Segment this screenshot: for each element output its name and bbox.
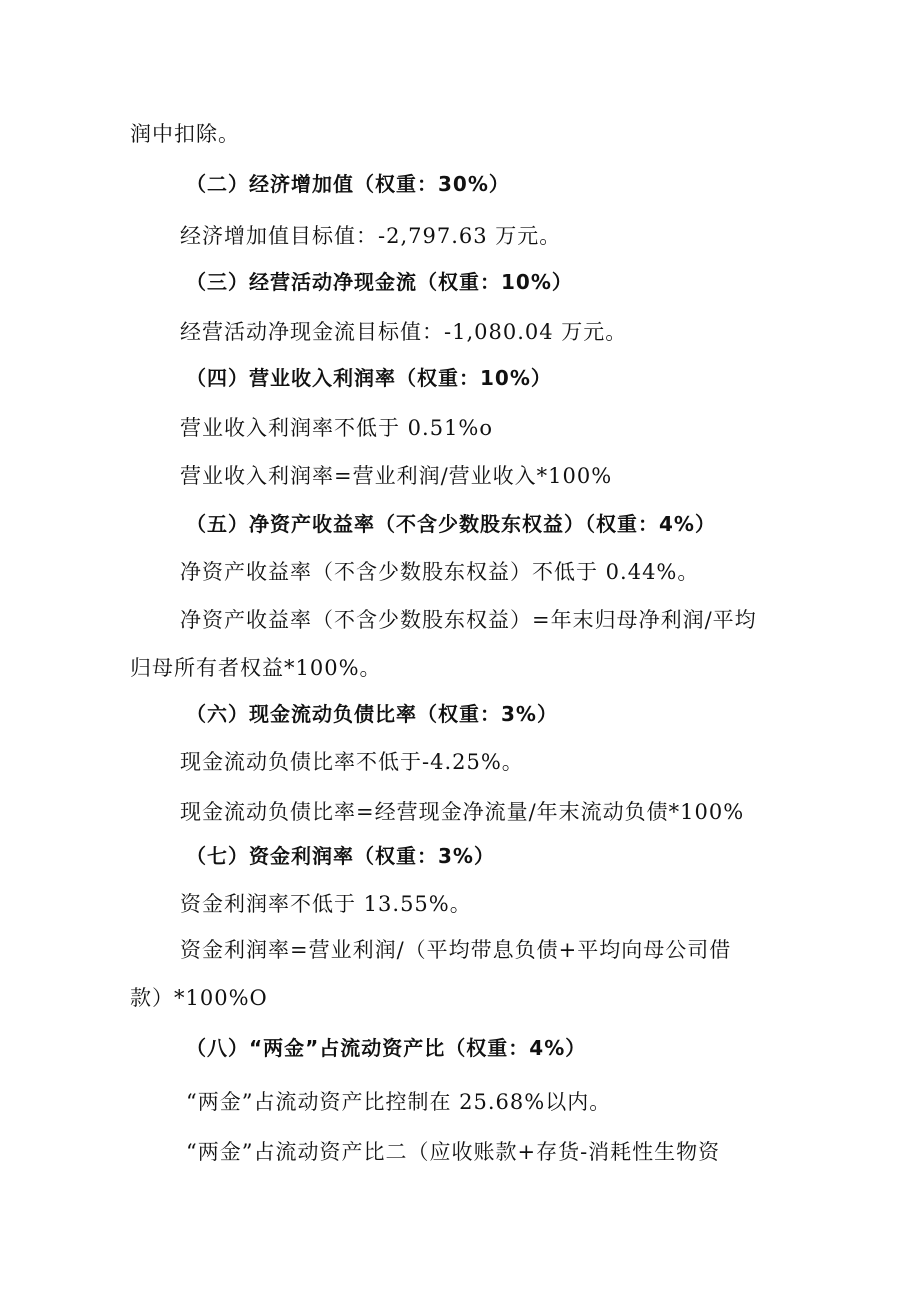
paragraph-capital-profit-rate-formula-line1: 资金利润率=营业利润/（平均带息负债+平均向母公司借	[180, 938, 732, 962]
section-heading-eva: （二）经济增加值（权重：30%）	[186, 172, 510, 196]
paragraph-roe-formula-line2: 归母所有者权益*100%。	[130, 656, 382, 680]
paragraph-two-funds-ratio-target: “两金”占流动资产比控制在 25.68%以内。	[186, 1090, 612, 1114]
paragraph-continuation: 润中扣除。	[130, 122, 240, 146]
paragraph-revenue-profit-rate-target: 营业收入利润率不低于 0.51%o	[180, 416, 494, 440]
paragraph-eva-target: 经济增加值目标值：-2,797.63 万元。	[180, 224, 562, 248]
paragraph-capital-profit-rate-formula-line2: 款）*100%O	[130, 986, 268, 1010]
paragraph-capital-profit-rate-target: 资金利润率不低于 13.55%。	[180, 892, 472, 916]
paragraph-operating-cashflow-target: 经营活动净现金流目标值：-1,080.04 万元。	[180, 320, 628, 344]
section-heading-capital-profit-rate: （七）资金利润率（权重：3%）	[186, 844, 495, 868]
section-heading-two-funds-ratio: （八）“两金”占流动资产比（权重：4%）	[186, 1036, 587, 1060]
paragraph-cash-liability-ratio-target: 现金流动负债比率不低于-4.25%。	[180, 750, 524, 774]
section-heading-operating-cashflow: （三）经营活动净现金流（权重：10%）	[186, 270, 573, 294]
paragraph-roe-formula-line1: 净资产收益率（不含少数股东权益）=年末归母净利润/平均	[180, 608, 757, 632]
paragraph-two-funds-ratio-formula: “两金”占流动资产比二（应收账款+存货-消耗性生物资	[186, 1140, 721, 1164]
section-heading-cash-liability-ratio: （六）现金流动负债比率（权重：3%）	[186, 702, 558, 726]
paragraph-cash-liability-ratio-formula: 现金流动负债比率=经营现金净流量/年末流动负债*100%	[180, 800, 745, 824]
section-heading-revenue-profit-rate: （四）营业收入利润率（权重：10%）	[186, 366, 552, 390]
paragraph-roe-target: 净资产收益率（不含少数股东权益）不低于 0.44%。	[180, 560, 700, 584]
paragraph-revenue-profit-rate-formula: 营业收入利润率=营业利润/营业收入*100%	[180, 464, 613, 488]
section-heading-roe: （五）净资产收益率（不含少数股东权益）（权重：4%）	[186, 512, 716, 536]
